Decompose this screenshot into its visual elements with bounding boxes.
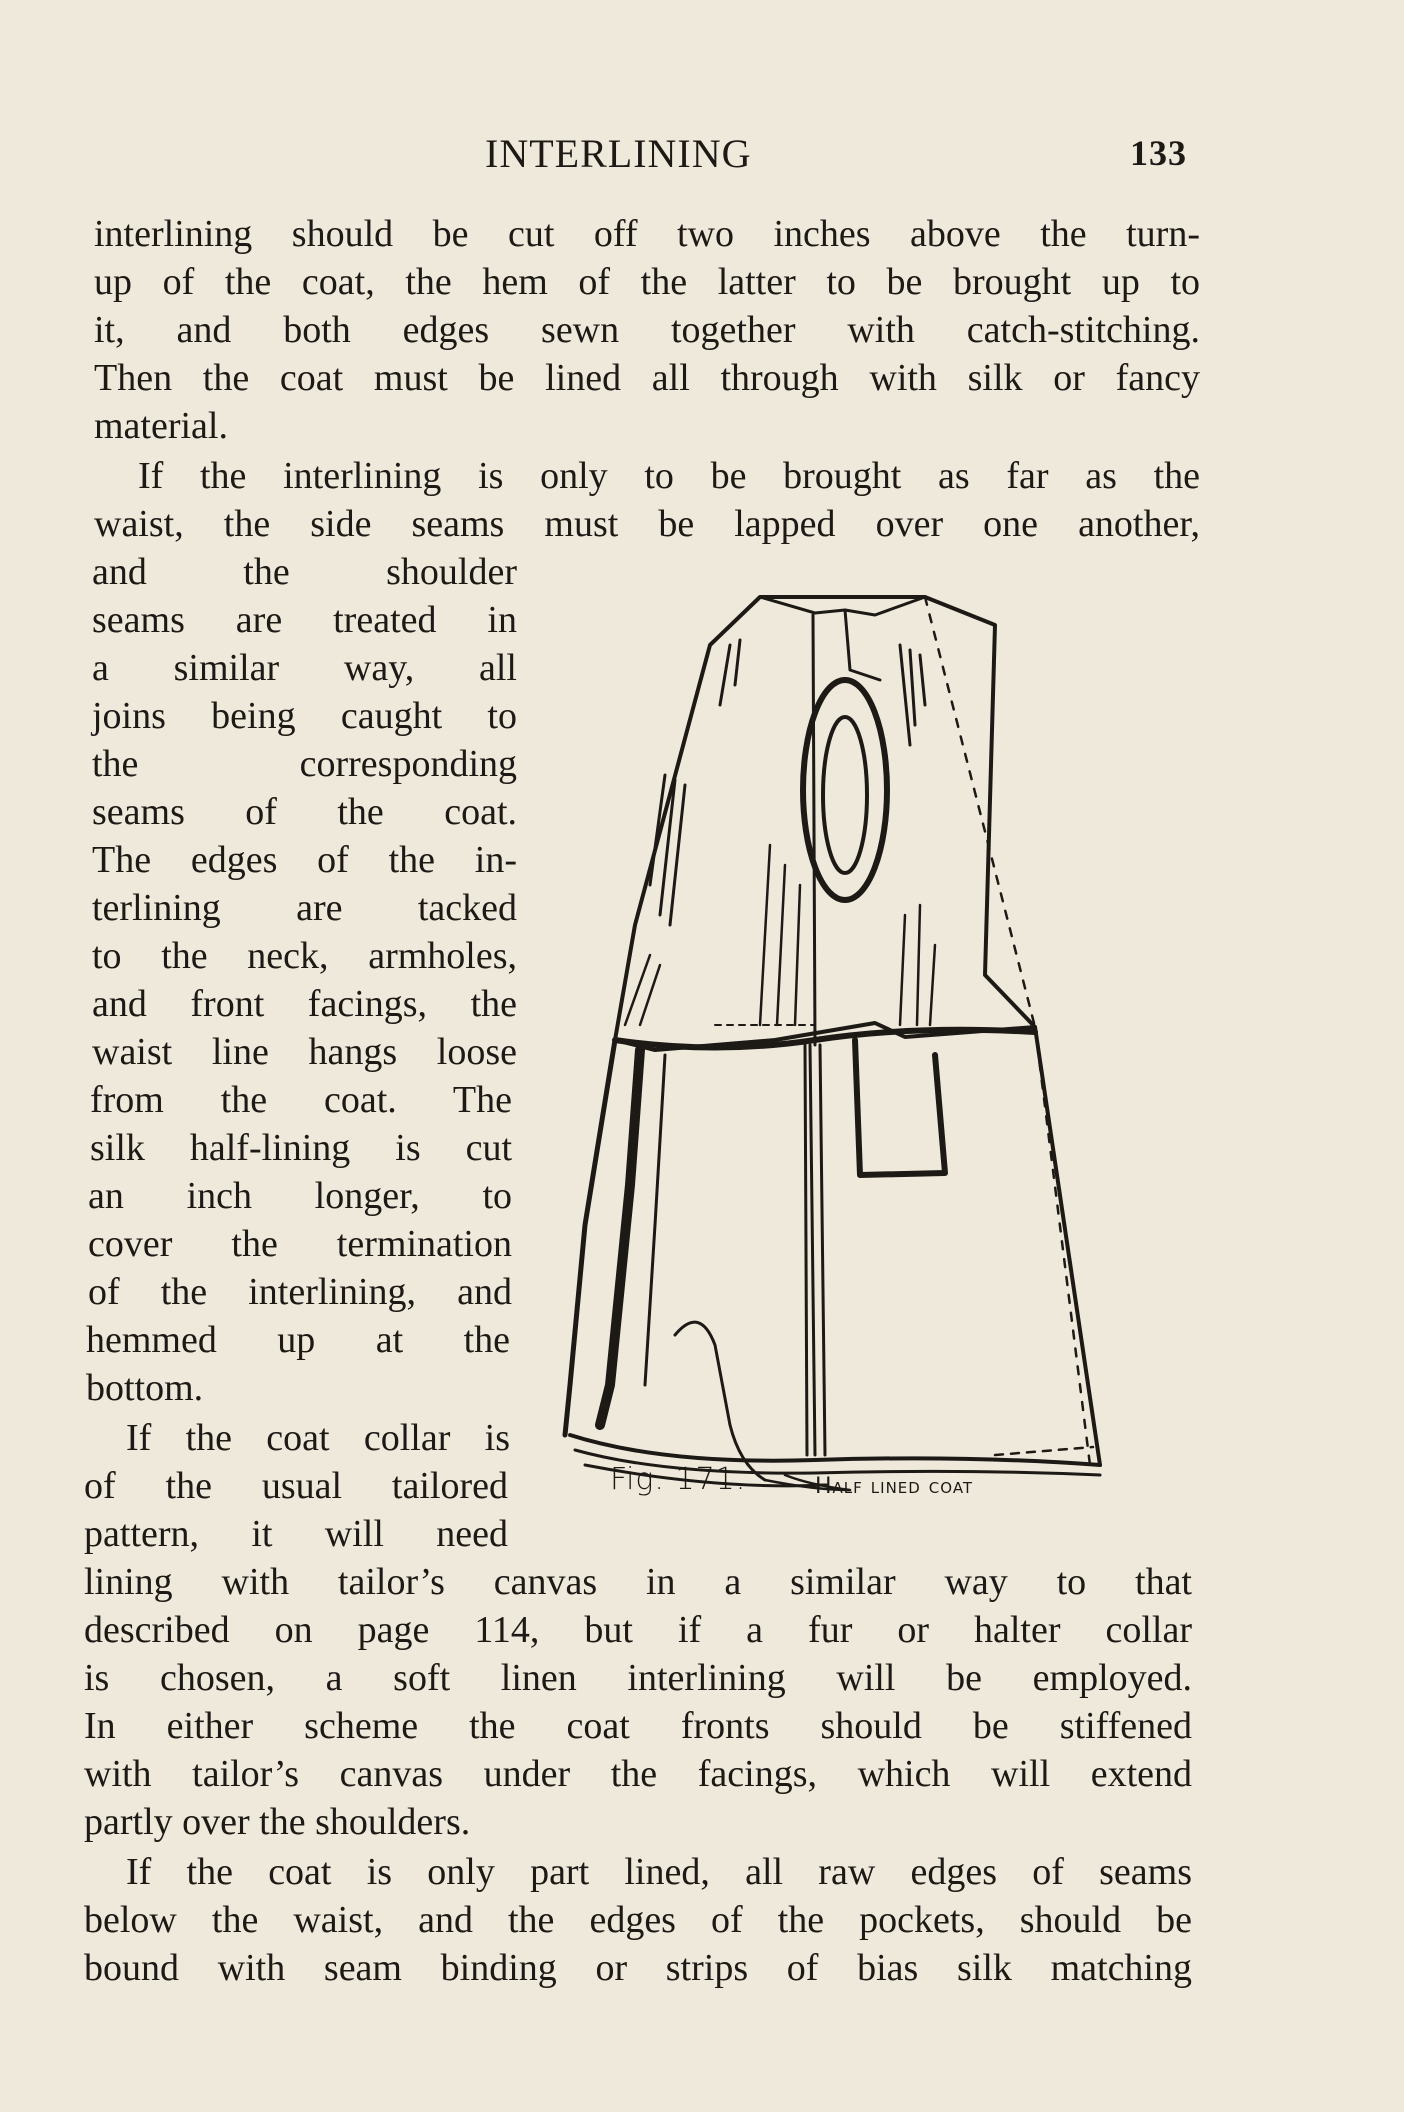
text-line: In either scheme the coat fronts should be stiffened — [84, 1705, 1192, 1747]
text-line: a similar way, all — [92, 647, 517, 689]
text-line: with tailor’s canvas under the facings, which will extend — [84, 1753, 1192, 1795]
text-line: cover the termination — [88, 1223, 512, 1265]
text-line: described on page 114, but if a fur or halter collar — [84, 1609, 1192, 1651]
text-line: material. — [94, 405, 228, 447]
text-line: up of the coat, the hem of the latter to be brought up to — [94, 261, 1200, 303]
text-line: bound with seam binding or strips of bias silk matching — [84, 1947, 1192, 1989]
text-line: and front facings, the — [92, 983, 517, 1025]
text-line: Then the coat must be lined all through with silk or fancy — [94, 357, 1200, 399]
text-line: seams of the coat. — [92, 791, 517, 833]
text-line: lining with tailor’s canvas in a similar way to that — [84, 1561, 1192, 1603]
text-line: waist line hangs loose — [92, 1031, 517, 1073]
text-line: seams are treated in — [92, 599, 517, 641]
chapter-title: INTERLINING — [485, 131, 752, 176]
text-line: and the shoulder — [92, 551, 517, 593]
text-line: silk half-lining is cut — [90, 1127, 512, 1169]
page-number: 133 — [1130, 133, 1187, 173]
running-head — [0, 130, 1404, 180]
coat-illustration — [515, 585, 1205, 1515]
text-line: waist, the side seams must be lapped over one another, — [94, 503, 1200, 545]
text-line: interlining should be cut off two inches above the turn- — [94, 213, 1200, 255]
text-line: The edges of the in- — [92, 839, 517, 881]
text-line: of the interlining, and — [88, 1271, 512, 1313]
text-line: the corresponding — [92, 743, 517, 785]
text-line: If the interlining is only to be brought as far as the — [138, 455, 1200, 497]
text-line: pattern, it will need — [84, 1513, 508, 1555]
text-line: of the usual tailored — [84, 1465, 508, 1507]
figure-caption: Half lined coat — [815, 1474, 974, 1499]
text-line: to the neck, armholes, — [92, 935, 517, 977]
text-line: If the coat collar is — [126, 1417, 510, 1459]
text-line: from the coat. The — [90, 1079, 512, 1121]
text-line: bottom. — [86, 1367, 204, 1409]
half-lined-coat-drawing — [515, 585, 1205, 1515]
text-line: joins being caught to — [92, 695, 517, 737]
text-line: is chosen, a soft linen interlining will be employed. — [84, 1657, 1192, 1699]
text-line: terlining are tacked — [92, 887, 517, 929]
text-line: partly over the shoulders. — [84, 1801, 471, 1843]
figure-label: Fig. 171. — [610, 1462, 747, 1497]
text-line: If the coat is only part lined, all raw edges of seams — [126, 1851, 1192, 1893]
text-line: it, and both edges sewn together with catch-stitching. — [94, 309, 1200, 351]
text-line: hemmed up at the — [86, 1319, 510, 1361]
text-line: an inch longer, to — [88, 1175, 512, 1217]
text-line: below the waist, and the edges of the pockets, should be — [84, 1899, 1192, 1941]
